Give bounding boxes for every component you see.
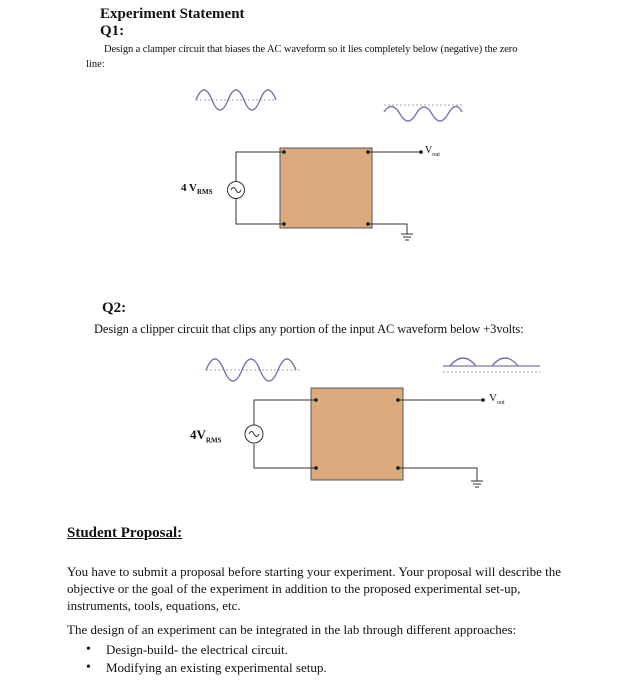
proposal-paragraph-1: You have to submit a proposal before starting your experiment. Your proposal will describe the objective or the goal of the experiment in addition to the proposed experimental set-up, instruments, tools, equations, etc. — [67, 564, 562, 613]
q1-vout-label: $V_{out}$ — [425, 145, 440, 158]
q1-output-wave — [384, 106, 462, 121]
q2-source-label: $4V_{RMS}$ — [190, 427, 222, 445]
q1-wire-bottom-left — [236, 199, 284, 224]
q2-wire-ground — [398, 468, 477, 481]
q1-wire-ground — [368, 224, 407, 234]
proposal-paragraph-2: The design of an experiment can be integrated in the lab through different approaches: — [67, 622, 517, 637]
q2-wire-bottom-left — [254, 444, 316, 468]
list-item: • Design-build- the electrical circuit. — [86, 641, 327, 659]
q1-label: Q1: — [100, 23, 125, 39]
list-item: • Modifying an existing experimental setup. — [86, 659, 327, 677]
q1-text-continued: line: — [86, 59, 105, 70]
page-title: Experiment Statement — [100, 6, 245, 22]
q2-output-wave — [450, 358, 518, 366]
q2-label: Q2: — [102, 300, 127, 316]
q2-circuit-box — [311, 388, 403, 480]
q1-wire-top-left — [236, 152, 284, 181]
q2-wire-top-left — [254, 400, 316, 425]
approaches-list — [86, 641, 327, 677]
q1-source-label: 4 $V_{RMS}$ — [181, 182, 213, 197]
student-proposal-heading: Student Proposal: — [67, 525, 183, 541]
q2-vout-label: $V_{out}$ — [489, 392, 505, 407]
q1-circuit-box — [280, 148, 372, 228]
q1-text: Design a clamper circuit that biases the AC waveform so it lies completely below (negative) the zero — [104, 44, 518, 55]
q2-text: Design a clipper circuit that clips any portion of the input AC waveform below +3volts: — [94, 322, 524, 336]
